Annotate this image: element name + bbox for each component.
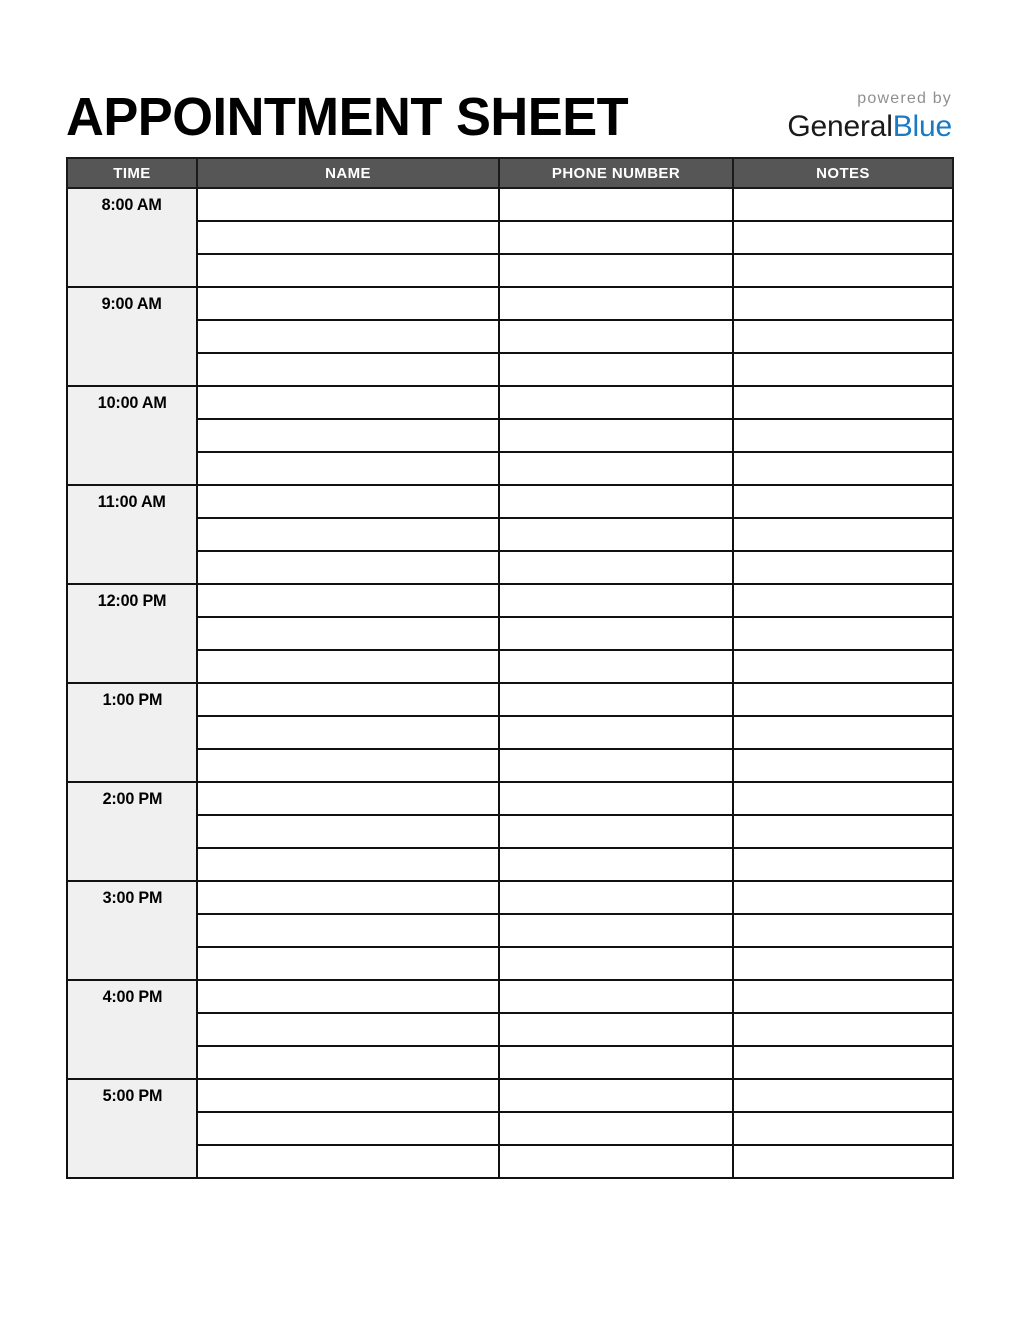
name-entry-cell[interactable] bbox=[197, 650, 499, 683]
brand-wordmark-general: General bbox=[787, 110, 893, 143]
phone-entry-cell[interactable] bbox=[499, 980, 733, 1013]
time-slot-text: 11:00 AM bbox=[98, 492, 166, 511]
name-entry-cell[interactable] bbox=[197, 683, 499, 716]
brand-wordmark-blue: Blue bbox=[892, 110, 952, 143]
phone-entry-cell[interactable] bbox=[499, 683, 733, 716]
name-entry-cell[interactable] bbox=[197, 254, 499, 287]
notes-entry-cell[interactable] bbox=[733, 584, 953, 617]
name-entry-cell[interactable] bbox=[197, 1112, 499, 1145]
table-row bbox=[67, 485, 953, 518]
notes-entry-cell[interactable] bbox=[733, 221, 953, 254]
appointment-table bbox=[66, 157, 954, 1179]
phone-entry-cell[interactable] bbox=[499, 320, 733, 353]
phone-entry-cell[interactable] bbox=[499, 650, 733, 683]
name-entry-cell[interactable] bbox=[197, 1145, 499, 1178]
table-row bbox=[67, 815, 953, 848]
phone-entry-cell[interactable] bbox=[499, 1145, 733, 1178]
table-row bbox=[67, 320, 953, 353]
notes-entry-cell[interactable] bbox=[733, 881, 953, 914]
notes-entry-cell[interactable] bbox=[733, 617, 953, 650]
table-row bbox=[67, 386, 953, 419]
time-slot-label bbox=[67, 881, 197, 980]
table-row bbox=[67, 749, 953, 782]
name-entry-cell[interactable] bbox=[197, 584, 499, 617]
notes-entry-cell[interactable] bbox=[733, 1112, 953, 1145]
name-entry-cell[interactable] bbox=[197, 980, 499, 1013]
time-slot-text: 2:00 PM bbox=[102, 789, 162, 808]
name-entry-cell[interactable] bbox=[197, 749, 499, 782]
notes-entry-cell[interactable] bbox=[733, 980, 953, 1013]
phone-entry-cell[interactable] bbox=[499, 914, 733, 947]
notes-entry-cell[interactable] bbox=[733, 386, 953, 419]
name-entry-cell[interactable] bbox=[197, 914, 499, 947]
phone-entry-cell[interactable] bbox=[499, 254, 733, 287]
time-slot-label bbox=[67, 782, 197, 881]
name-entry-cell[interactable] bbox=[197, 452, 499, 485]
phone-entry-cell[interactable] bbox=[499, 485, 733, 518]
name-entry-cell[interactable] bbox=[197, 518, 499, 551]
column-header-phone: PHONE NUMBER bbox=[499, 158, 733, 188]
notes-entry-cell[interactable] bbox=[733, 848, 953, 881]
notes-entry-cell[interactable] bbox=[733, 1013, 953, 1046]
name-entry-cell[interactable] bbox=[197, 881, 499, 914]
name-entry-cell[interactable] bbox=[197, 1013, 499, 1046]
phone-entry-cell[interactable] bbox=[499, 287, 733, 320]
time-slot-text: 5:00 PM bbox=[102, 1086, 162, 1105]
table-row bbox=[67, 254, 953, 287]
table-row bbox=[67, 782, 953, 815]
notes-entry-cell[interactable] bbox=[733, 188, 953, 221]
column-header-notes: NOTES bbox=[733, 158, 953, 188]
phone-entry-cell[interactable] bbox=[499, 353, 733, 386]
table-row bbox=[67, 617, 953, 650]
table-row bbox=[67, 221, 953, 254]
phone-entry-cell[interactable] bbox=[499, 518, 733, 551]
table-row bbox=[67, 881, 953, 914]
phone-entry-cell[interactable] bbox=[499, 1079, 733, 1112]
time-slot-label bbox=[67, 980, 197, 1079]
notes-entry-cell[interactable] bbox=[733, 452, 953, 485]
phone-entry-cell[interactable] bbox=[499, 617, 733, 650]
time-slot-text: 10:00 AM bbox=[97, 393, 167, 412]
notes-entry-cell[interactable] bbox=[733, 782, 953, 815]
notes-entry-cell[interactable] bbox=[733, 485, 953, 518]
time-slot-text: 4:00 PM bbox=[102, 987, 162, 1006]
phone-entry-cell[interactable] bbox=[499, 881, 733, 914]
time-slot-text: 8:00 AM bbox=[102, 195, 162, 214]
notes-entry-cell[interactable] bbox=[733, 683, 953, 716]
notes-entry-cell[interactable] bbox=[733, 650, 953, 683]
table-row bbox=[67, 452, 953, 485]
phone-entry-cell[interactable] bbox=[499, 782, 733, 815]
document-header bbox=[66, 62, 952, 147]
notes-entry-cell[interactable] bbox=[733, 815, 953, 848]
notes-entry-cell[interactable] bbox=[733, 551, 953, 584]
table-row bbox=[67, 188, 953, 221]
column-header-name: NAME bbox=[197, 158, 499, 188]
name-entry-cell[interactable] bbox=[197, 815, 499, 848]
table-row bbox=[67, 650, 953, 683]
table-row bbox=[67, 1046, 953, 1079]
table-row bbox=[67, 947, 953, 980]
phone-entry-cell[interactable] bbox=[499, 221, 733, 254]
time-slot-text: 3:00 PM bbox=[102, 888, 162, 907]
phone-entry-cell[interactable] bbox=[499, 749, 733, 782]
time-slot-label bbox=[67, 485, 197, 584]
phone-entry-cell[interactable] bbox=[499, 848, 733, 881]
notes-entry-cell[interactable] bbox=[733, 254, 953, 287]
phone-entry-cell[interactable] bbox=[499, 386, 733, 419]
notes-entry-cell[interactable] bbox=[733, 749, 953, 782]
table-row bbox=[67, 353, 953, 386]
table-header bbox=[67, 158, 953, 188]
phone-entry-cell[interactable] bbox=[499, 947, 733, 980]
table-row bbox=[67, 287, 953, 320]
table-row bbox=[67, 1079, 953, 1112]
brand-wordmark bbox=[787, 112, 952, 142]
table-header-row bbox=[67, 158, 953, 188]
notes-entry-cell[interactable] bbox=[733, 1079, 953, 1112]
name-entry-cell[interactable] bbox=[197, 617, 499, 650]
name-entry-cell[interactable] bbox=[197, 716, 499, 749]
notes-entry-cell[interactable] bbox=[733, 914, 953, 947]
notes-entry-cell[interactable] bbox=[733, 320, 953, 353]
phone-entry-cell[interactable] bbox=[499, 815, 733, 848]
phone-entry-cell[interactable] bbox=[499, 716, 733, 749]
phone-entry-cell[interactable] bbox=[499, 188, 733, 221]
notes-entry-cell[interactable] bbox=[733, 518, 953, 551]
table-row bbox=[67, 683, 953, 716]
column-header-time: TIME bbox=[67, 158, 197, 188]
name-entry-cell[interactable] bbox=[197, 287, 499, 320]
table-row bbox=[67, 716, 953, 749]
name-entry-cell[interactable] bbox=[197, 848, 499, 881]
table-row bbox=[67, 1112, 953, 1145]
name-entry-cell[interactable] bbox=[197, 188, 499, 221]
table-row bbox=[67, 584, 953, 617]
brand-logo bbox=[787, 91, 952, 144]
table-row bbox=[67, 518, 953, 551]
phone-entry-cell[interactable] bbox=[499, 1046, 733, 1079]
notes-entry-cell[interactable] bbox=[733, 947, 953, 980]
brand-powered-by-label: powered by bbox=[857, 90, 952, 107]
name-entry-cell[interactable] bbox=[197, 353, 499, 386]
time-slot-text: 9:00 AM bbox=[102, 294, 162, 313]
time-slot-label bbox=[67, 386, 197, 485]
name-entry-cell[interactable] bbox=[197, 419, 499, 452]
time-slot-label bbox=[67, 1079, 197, 1178]
name-entry-cell[interactable] bbox=[197, 1079, 499, 1112]
notes-entry-cell[interactable] bbox=[733, 419, 953, 452]
table-row bbox=[67, 551, 953, 584]
notes-entry-cell[interactable] bbox=[733, 1145, 953, 1178]
phone-entry-cell[interactable] bbox=[499, 452, 733, 485]
name-entry-cell[interactable] bbox=[197, 551, 499, 584]
table-row bbox=[67, 980, 953, 1013]
time-slot-label bbox=[67, 584, 197, 683]
table-row bbox=[67, 848, 953, 881]
name-entry-cell[interactable] bbox=[197, 386, 499, 419]
notes-entry-cell[interactable] bbox=[733, 1046, 953, 1079]
table-row bbox=[67, 914, 953, 947]
phone-entry-cell[interactable] bbox=[499, 551, 733, 584]
phone-entry-cell[interactable] bbox=[499, 584, 733, 617]
name-entry-cell[interactable] bbox=[197, 221, 499, 254]
phone-entry-cell[interactable] bbox=[499, 1013, 733, 1046]
page-title: APPOINTMENT SHEET bbox=[66, 87, 629, 147]
table-row bbox=[67, 1013, 953, 1046]
table-row bbox=[67, 1145, 953, 1178]
name-entry-cell[interactable] bbox=[197, 485, 499, 518]
time-slot-text: 12:00 PM bbox=[97, 591, 167, 610]
notes-entry-cell[interactable] bbox=[733, 716, 953, 749]
time-slot-label bbox=[67, 683, 197, 782]
phone-entry-cell[interactable] bbox=[499, 1112, 733, 1145]
notes-entry-cell[interactable] bbox=[733, 353, 953, 386]
name-entry-cell[interactable] bbox=[197, 947, 499, 980]
time-slot-text: 1:00 PM bbox=[102, 690, 162, 709]
time-slot-label bbox=[67, 188, 197, 287]
notes-entry-cell[interactable] bbox=[733, 287, 953, 320]
phone-entry-cell[interactable] bbox=[499, 419, 733, 452]
table-body bbox=[67, 188, 953, 1178]
time-slot-label bbox=[67, 287, 197, 386]
table-row bbox=[67, 419, 953, 452]
name-entry-cell[interactable] bbox=[197, 1046, 499, 1079]
name-entry-cell[interactable] bbox=[197, 320, 499, 353]
name-entry-cell[interactable] bbox=[197, 782, 499, 815]
